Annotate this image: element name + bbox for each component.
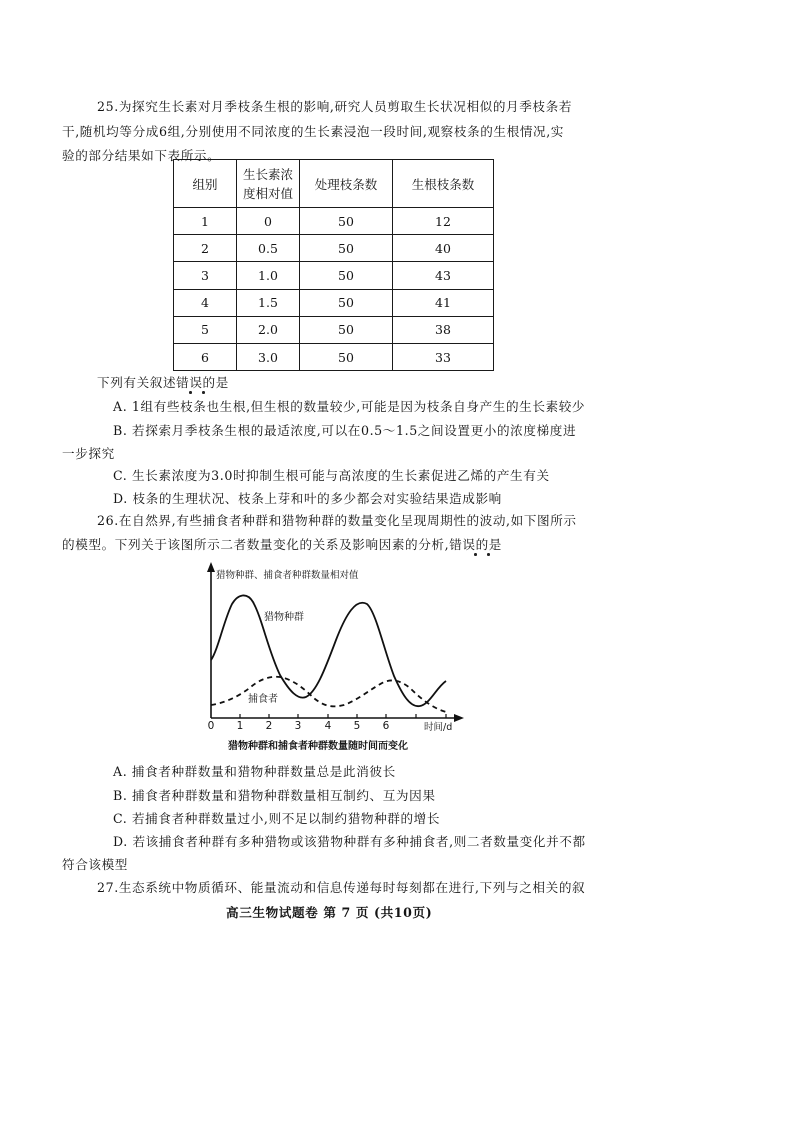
emphasis-dot (202, 391, 205, 394)
page-footer: 高三生物试题卷 第 7 页 (共10页) (226, 905, 433, 920)
q25-stem-line-3: 验的部分结果如下表所示。 (62, 148, 221, 163)
q25-option-a: A. 1组有些枝条也生根,但生根的数量较少,可能是因为枝条自身产生的生长素较少 (113, 399, 586, 414)
cell-group: 2 (174, 235, 237, 262)
predator-prey-chart (200, 560, 480, 764)
cell-group: 4 (174, 289, 237, 316)
table-row (174, 316, 494, 343)
q25-stem-line-2: 干,随机均等分成6组,分别使用不同浓度的生长素浸泡一段时间,观察枝条的生根情况,实 (62, 124, 564, 139)
q26-stem-line-1: 26.在自然界,有些捕食者种群和猎物种群的数量变化呈现周期性的波动,如下图所示 (97, 513, 577, 528)
x-tick-1: 1 (236, 720, 244, 732)
q25-option-b-cont: 一步探究 (62, 446, 115, 461)
chart-xlabel: 时间/d (424, 722, 453, 733)
q25-stem-line-1: 25.为探究生长素对月季枝条生根的影响,研究人员剪取生长状况相似的月季枝条若 (97, 99, 573, 114)
cell-group: 1 (174, 208, 237, 235)
x-tick-0: 0 (207, 720, 215, 732)
emphasis-dot (474, 553, 477, 556)
cell-rooted: 38 (393, 316, 494, 343)
cell-treated: 50 (300, 208, 393, 235)
cell-treated: 50 (300, 262, 393, 289)
table-header-row (174, 160, 494, 208)
cell-conc: 1.5 (237, 289, 300, 316)
col-header-rooted: 生根枝条数 (393, 160, 494, 208)
x-tick-5: 5 (353, 720, 361, 732)
cell-group: 5 (174, 316, 237, 343)
cell-treated: 50 (300, 289, 393, 316)
q25-prompt: 下列有关叙述错误的是 (97, 375, 229, 390)
table-row (174, 343, 494, 370)
cell-rooted: 41 (393, 289, 494, 316)
q26-option-d: D. 若该捕食者种群有多种猎物或该猎物种群有多种捕食者,则二者数量变化并不都 (113, 834, 586, 849)
chart-ylabel: 猎物种群、捕食者种群数量相对值 (216, 570, 359, 581)
auxin-results-table (173, 159, 494, 371)
cell-rooted: 40 (393, 235, 494, 262)
q26-stem-line-2: 的模型。下列关于该图所示二者数量变化的关系及影响因素的分析,错误的是 (62, 537, 502, 552)
x-tick-4: 4 (324, 720, 332, 732)
cell-rooted: 43 (393, 262, 494, 289)
cell-conc: 1.0 (237, 262, 300, 289)
col-header-concentration: 生长素浓 度相对值 (237, 160, 300, 208)
cell-treated: 50 (300, 343, 393, 370)
cell-group: 6 (174, 343, 237, 370)
table-row (174, 289, 494, 316)
q25-option-b: B. 若探索月季枝条生根的最适浓度,可以在0.5～1.5之间设置更小的浓度梯度进 (113, 423, 577, 438)
cell-conc: 2.0 (237, 316, 300, 343)
prey-series-label: 猎物种群 (264, 612, 304, 623)
cell-treated: 50 (300, 316, 393, 343)
cell-group: 3 (174, 262, 237, 289)
q26-option-c: C. 若捕食者种群数量过小,则不足以制约猎物种群的增长 (113, 811, 441, 826)
q26-option-b: B. 捕食者种群数量和猎物种群数量相互制约、互为因果 (113, 788, 436, 803)
x-tick-3: 3 (294, 720, 302, 732)
x-tick-6: 6 (382, 720, 390, 732)
cell-conc: 0.5 (237, 235, 300, 262)
cell-conc: 0 (237, 208, 300, 235)
predator-series-label: 捕食者 (248, 694, 278, 705)
table-row (174, 208, 494, 235)
q25-option-d: D. 枝条的生理状况、枝条上芽和叶的多少都会对实验结果造成影响 (113, 491, 502, 506)
cell-conc: 3.0 (237, 343, 300, 370)
cell-treated: 50 (300, 235, 393, 262)
cell-rooted: 33 (393, 343, 494, 370)
emphasis-dot (189, 391, 192, 394)
x-tick-2: 2 (265, 720, 273, 732)
table-row (174, 235, 494, 262)
q26-option-d-cont: 符合该模型 (62, 857, 128, 872)
chart-caption: 猎物种群和捕食者种群数量随时间而变化 (228, 741, 408, 752)
q27-stem-line-1: 27.生态系统中物质循环、能量流动和信息传递每时每刻都在进行,下列与之相关的叙 (97, 880, 586, 895)
emphasis-dot (487, 553, 490, 556)
col-header-treated: 处理枝条数 (300, 160, 393, 208)
q26-option-a: A. 捕食者种群数量和猎物种群数量总是此消彼长 (113, 764, 396, 779)
col-header-group: 组别 (174, 160, 237, 208)
q25-option-c: C. 生长素浓度为3.0时抑制生根可能与高浓度的生长素促进乙烯的产生有关 (113, 468, 550, 483)
cell-rooted: 12 (393, 208, 494, 235)
table-row (174, 262, 494, 289)
